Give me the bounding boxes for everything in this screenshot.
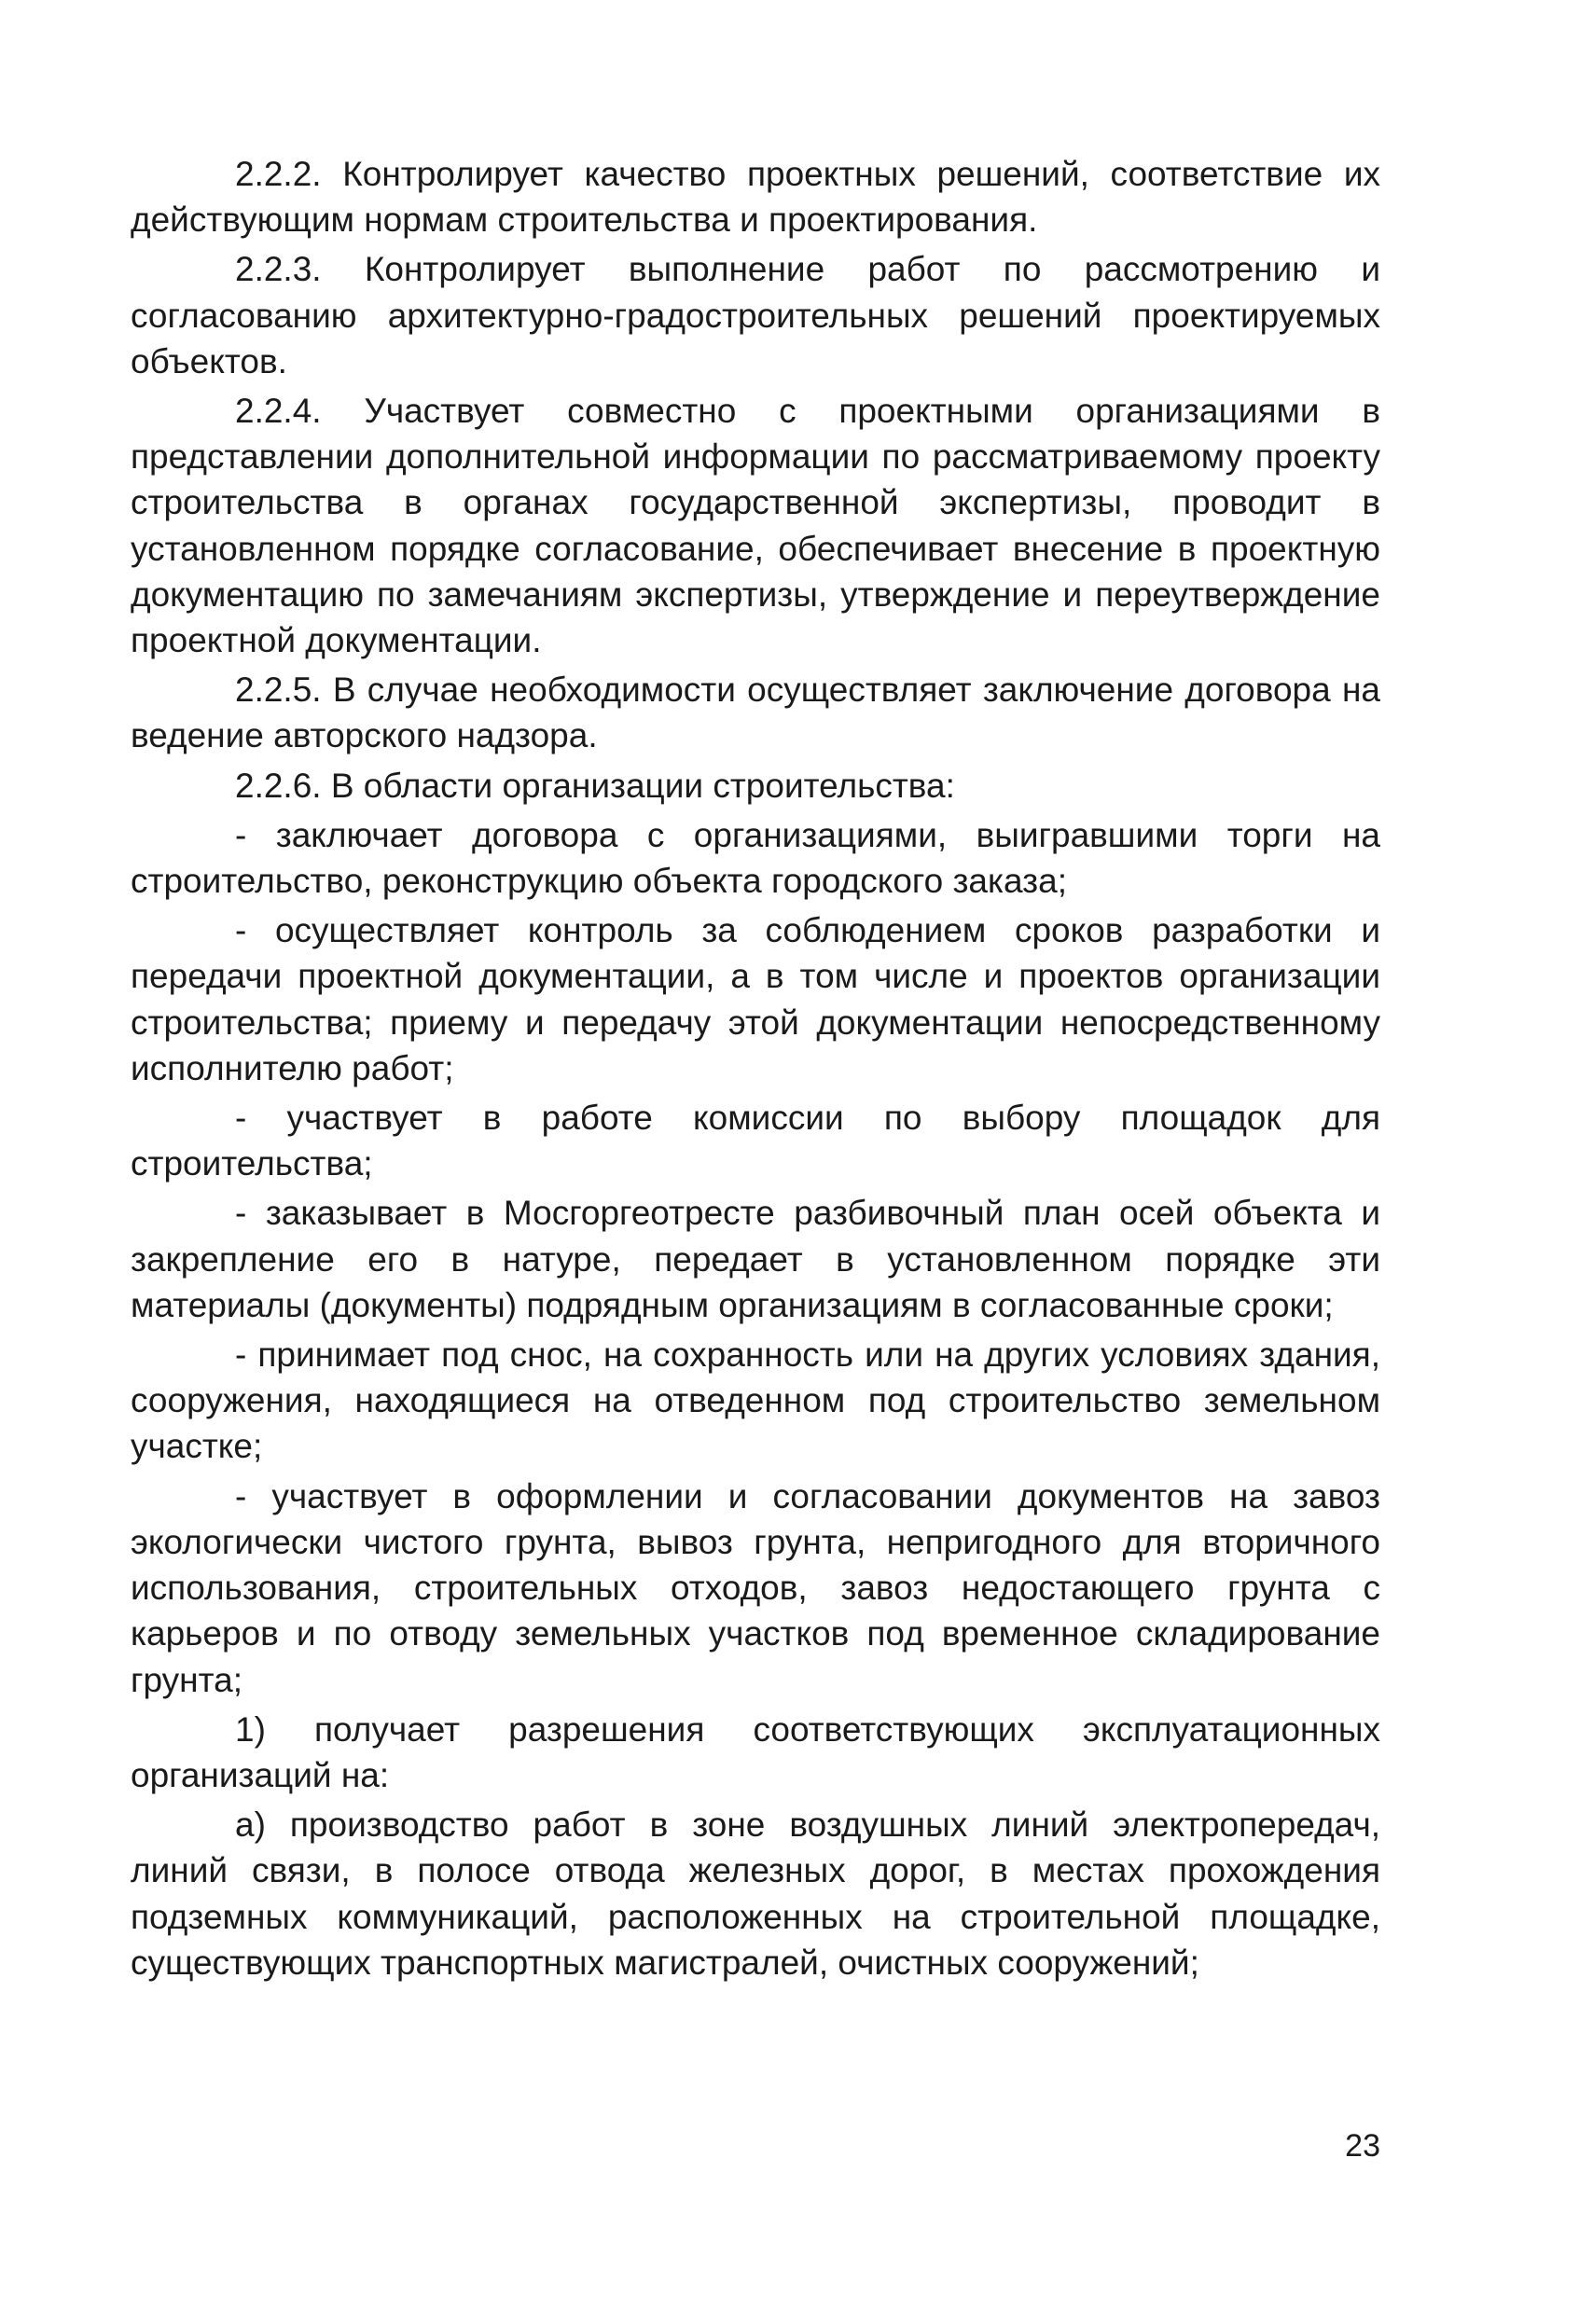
page-number: 23 [1345,2128,1380,2164]
list-item-deadline-control: - осуществляет контроль за соблюдением сроков разработки и передачи проектной документации, а в том числе и проектов организации строительства; приему и передачу этой документации непосредственному исполнителю работ; [131,911,1380,1087]
list-item-permit-works: а) производство работ в зоне воздушных линий электропередач, линий связи, в полосе отвода железных дорог, в местах прохождения подземных коммуникаций, расположенных на строительной площадке, существующих транспортных магистралей, очистных сооружений; [131,1805,1380,1982]
paragraph-2-2-6: 2.2.6. В области организации строительства: [235,766,955,805]
paragraph-2-2-2: 2.2.2. Контролирует качество проектных решений, соответствие их действующим нормам строительства и проектирования. [131,155,1380,240]
paragraph-2-2-5: 2.2.5. В случае необходимости осуществляет заключение договора на ведение авторского надзора. [131,671,1380,755]
paragraph-2-2-3: 2.2.3. Контролирует выполнение работ по рассмотрению и согласованию архитектурно-градостроительных решений проектируемых объектов. [131,250,1380,380]
paragraph-2-2-4: 2.2.4. Участвует совместно с проектными организациями в представлении дополнительной информации по рассматриваемому проекту строительства в органах государственной экспертизы, проводит в установленном порядке согласование, обеспечивает внесение в проектную документацию по замечаниям экспертизы, утверждение и переутверждение проектной документации. [131,392,1380,660]
list-item-soil-documents: - участвует в оформлении и согласовании документов на завоз экологически чистого грунта, вывоз грунта, непригодного для вторичного использования, строительных отходов, завоз недостающего грунта с карьеров и по отводу земельных участков под временное складирование грунта; [131,1476,1380,1699]
list-item-demolition: - принимает под снос, на сохранность или на других условиях здания, сооружения, находящиеся на отведенном под строительство земельном участке; [131,1335,1380,1466]
body-text [131,151,1380,1989]
list-item-permits: 1) получает разрешения соответствующих эксплуатационных организаций на: [131,1709,1380,1794]
list-item-site-selection: - участвует в работе комиссии по выбору площадок для строительства; [131,1099,1380,1183]
list-item-layout-plan: - заказывает в Мосгоргеотресте разбивочный план осей объекта и закрепление его в натуре, передает в установленном порядке эти материалы (документы) подрядным организациям в согласованные сроки; [131,1194,1380,1324]
list-item-contracts: - заключает договора с организациями, выигравшими торги на строительство, реконструкцию объекта городского заказа; [131,815,1380,901]
